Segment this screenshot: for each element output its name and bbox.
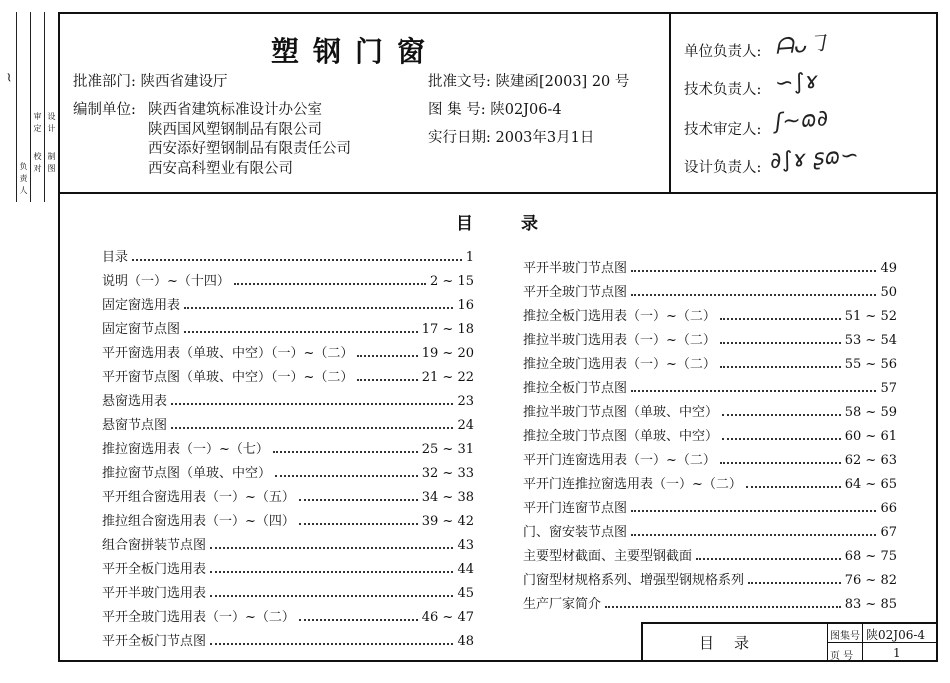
margin-label-a: 审 bbox=[33, 112, 42, 120]
toc-leader-dots bbox=[171, 427, 453, 429]
toc-entry-page: 39 ~ 42 bbox=[421, 514, 474, 529]
toc-leader-dots bbox=[631, 294, 876, 296]
toc-leader-dots bbox=[720, 366, 841, 368]
compiler-1: 陕西省建筑标准设计办公室 bbox=[148, 102, 322, 118]
toc-entry-label: 推拉组合窗选用表（一）~（四） bbox=[102, 514, 295, 529]
toc-entry bbox=[102, 504, 474, 528]
toc-leader-dots bbox=[357, 379, 417, 381]
margin-label-e: 设 bbox=[47, 112, 56, 120]
toc-leader-dots bbox=[696, 558, 841, 560]
toc-leader-dots bbox=[631, 270, 876, 272]
compiler-label: 编制单位: bbox=[73, 102, 136, 118]
toc-entry bbox=[102, 600, 474, 624]
tech-reviewer-label: 技术审定人: bbox=[684, 122, 762, 138]
margin-label-c: 校 bbox=[33, 152, 42, 160]
toc-entry-page: 25 ~ 31 bbox=[421, 442, 474, 457]
toc-entry bbox=[523, 323, 897, 347]
toc-entry-page: 51 ~ 52 bbox=[844, 309, 897, 324]
effective-label: 实行日期: bbox=[428, 130, 491, 146]
toc-entry-label: 平开全板门节点图 bbox=[102, 634, 207, 649]
margin-label-h: 图 bbox=[47, 164, 56, 172]
toc-entry-label: 固定窗节点图 bbox=[102, 322, 181, 337]
header-divider bbox=[669, 12, 671, 194]
toc-entry-page: 23 bbox=[457, 394, 474, 409]
atlas-no-label: 图集号 bbox=[830, 631, 860, 642]
toc-entry bbox=[102, 384, 474, 408]
toc-leader-dots bbox=[184, 331, 418, 333]
page-no-value: 1 bbox=[893, 646, 901, 660]
toc-entry bbox=[102, 576, 474, 600]
toc-entry-label: 推拉半玻门选用表（一）~（二） bbox=[523, 333, 716, 348]
approval-dept-row bbox=[73, 73, 228, 93]
toc-leader-dots bbox=[210, 643, 453, 645]
toc-entry bbox=[102, 480, 474, 504]
toc-entry-page: 66 bbox=[880, 501, 897, 516]
toc-entry bbox=[523, 467, 897, 491]
toc-entry-label: 推拉全板门选用表（一）~（二） bbox=[523, 309, 716, 324]
toc-leader-dots bbox=[748, 582, 841, 584]
title-block-label: 目录 bbox=[698, 633, 769, 652]
toc-entry-label: 悬窗选用表 bbox=[102, 394, 168, 409]
margin-label-j: 责 bbox=[19, 174, 28, 182]
toc-entry-page: 68 ~ 75 bbox=[844, 549, 897, 564]
toc-leader-dots bbox=[184, 307, 453, 309]
title-block-divider-2 bbox=[862, 622, 863, 662]
toc-leader-dots bbox=[275, 475, 418, 477]
compiler-list bbox=[148, 101, 351, 179]
design-head-label: 设计负责人: bbox=[684, 160, 762, 176]
margin-label-k: 人 bbox=[19, 186, 28, 194]
toc-entry-page: 21 ~ 22 bbox=[421, 370, 474, 385]
toc-leader-dots bbox=[132, 259, 462, 261]
toc-leader-dots bbox=[234, 283, 426, 285]
approval-doc-row bbox=[428, 73, 629, 93]
page-title: 塑钢门窗 bbox=[270, 35, 439, 68]
toc-entry-label: 门、窗安装节点图 bbox=[523, 525, 628, 540]
toc-entry-label: 组合窗拼装节点图 bbox=[102, 538, 207, 553]
toc-entry bbox=[102, 408, 474, 432]
toc-entry bbox=[102, 432, 474, 456]
toc-entry bbox=[102, 264, 474, 288]
toc-entry-page: 83 ~ 85 bbox=[844, 597, 897, 612]
toc-leader-dots bbox=[299, 619, 418, 621]
toc-entry-page: 53 ~ 54 bbox=[844, 333, 897, 348]
toc-entry-page: 46 ~ 47 bbox=[421, 610, 474, 625]
toc-leader-dots bbox=[171, 403, 453, 405]
toc-entry-page: 57 bbox=[880, 381, 897, 396]
toc-entry-page: 24 bbox=[457, 418, 474, 433]
toc-leader-dots bbox=[720, 318, 841, 320]
effective-value: 2003年3月1日 bbox=[495, 130, 595, 146]
approval-dept-value: 陕西省建设厅 bbox=[140, 74, 228, 90]
toc-leader-dots bbox=[299, 523, 418, 525]
toc-leader-dots bbox=[631, 390, 876, 392]
toc-leader-dots bbox=[299, 499, 418, 501]
toc-entry-page: 58 ~ 59 bbox=[844, 405, 897, 420]
toc-entry-page: 19 ~ 20 bbox=[421, 346, 474, 361]
toc-entry bbox=[102, 360, 474, 384]
toc-leader-dots bbox=[605, 606, 841, 608]
atlas-value: 陕02J06-4 bbox=[490, 102, 562, 118]
margin-label-f: 计 bbox=[47, 124, 56, 132]
toc-entry-label: 推拉窗节点图（单玻、中空） bbox=[102, 466, 272, 481]
toc-entry-label: 平开半玻门选用表 bbox=[102, 586, 207, 601]
toc-entry-label: 生产厂家简介 bbox=[523, 597, 602, 612]
toc-leader-dots bbox=[210, 595, 453, 597]
toc-entry-label: 说明（一）~（十四） bbox=[102, 274, 230, 289]
toc-entry-label: 平开门连窗选用表（一）~（二） bbox=[523, 453, 716, 468]
toc-entry bbox=[523, 539, 897, 563]
atlas-no-value: 陕02J06-4 bbox=[866, 628, 926, 642]
toc-entry bbox=[523, 275, 897, 299]
unit-head-signature: ᗩᴗ㇆ bbox=[774, 31, 830, 60]
toc-leader-dots bbox=[273, 451, 418, 453]
toc-entry-label: 推拉窗选用表（一）~（七） bbox=[102, 442, 269, 457]
design-head-signature: ∂∫ɤ ʂɷ∽ bbox=[769, 142, 860, 175]
toc-entry bbox=[102, 528, 474, 552]
toc-entry-label: 平开窗节点图（单玻、中空）（一）~（二） bbox=[102, 370, 354, 385]
toc-leader-dots bbox=[722, 438, 841, 440]
compiler-2: 陕西国风塑钢制品有限公司 bbox=[148, 121, 322, 138]
toc-entry-page: 2 ~ 15 bbox=[430, 274, 474, 289]
toc-entry bbox=[102, 312, 474, 336]
toc-entry-page: 67 bbox=[880, 525, 897, 540]
toc-entry bbox=[523, 563, 897, 587]
toc-entry bbox=[523, 251, 897, 275]
toc-entry-label: 平开门连推拉窗选用表（一）~（二） bbox=[523, 477, 742, 492]
toc-entry-label: 平开全板门选用表 bbox=[102, 562, 207, 577]
toc-entry-page: 50 bbox=[880, 285, 897, 300]
approval-doc-label: 批准文号: bbox=[428, 74, 491, 90]
toc-entry-page: 34 ~ 38 bbox=[421, 490, 474, 505]
toc-entry bbox=[523, 419, 897, 443]
toc-entry-page: 62 ~ 63 bbox=[844, 453, 897, 468]
toc-entry-label: 推拉半玻门节点图（单玻、中空） bbox=[523, 405, 719, 420]
toc-entry-label: 推拉全玻门节点图（单玻、中空） bbox=[523, 429, 719, 444]
margin-label-i: 负 bbox=[19, 162, 28, 170]
toc-entry-page: 1 bbox=[465, 250, 474, 265]
toc-entry-page: 44 bbox=[457, 562, 474, 577]
toc-entry-label: 平开半玻门节点图 bbox=[523, 261, 628, 276]
toc-entry bbox=[523, 299, 897, 323]
compiler-3: 西安添好塑钢制品有限责任公司 bbox=[148, 141, 351, 158]
toc-left-column bbox=[102, 240, 474, 648]
toc-entry bbox=[102, 624, 474, 648]
toc-entry-label: 推拉全玻门选用表（一）~（二） bbox=[523, 357, 716, 372]
toc-entry-page: 64 ~ 65 bbox=[844, 477, 897, 492]
toc-entry-page: 55 ~ 56 bbox=[844, 357, 897, 372]
approval-dept-label: 批准部门: bbox=[73, 74, 136, 90]
toc-entry bbox=[523, 395, 897, 419]
toc-entry-label: 平开全玻门选用表（一）~（二） bbox=[102, 610, 295, 625]
toc-leader-dots bbox=[746, 486, 841, 488]
atlas-row bbox=[428, 101, 562, 121]
toc-leader-dots bbox=[722, 414, 841, 416]
toc-entry-label: 悬窗节点图 bbox=[102, 418, 168, 433]
toc-right-column bbox=[523, 251, 897, 611]
margin-label-d: 对 bbox=[33, 164, 42, 172]
toc-entry bbox=[102, 240, 474, 264]
effective-row bbox=[428, 129, 594, 149]
toc-entry-label: 门窗型材规格系列、增强型钢规格系列 bbox=[523, 573, 745, 588]
toc-entry bbox=[523, 515, 897, 539]
toc-entry bbox=[102, 456, 474, 480]
approval-doc-value: 陕建函[2003] 20 号 bbox=[495, 74, 630, 90]
toc-entry-page: 45 bbox=[457, 586, 474, 601]
toc-entry-label: 平开组合窗选用表（一）~（五） bbox=[102, 490, 295, 505]
toc-entry-label: 目录 bbox=[102, 250, 129, 265]
toc-title-b: 录 bbox=[521, 214, 544, 234]
margin-signature: ~ bbox=[0, 71, 17, 84]
toc-title bbox=[456, 209, 544, 234]
toc-entry bbox=[523, 491, 897, 515]
toc-entry bbox=[102, 288, 474, 312]
toc-entry-page: 48 bbox=[457, 634, 474, 649]
compiler-4: 西安高科塑业有限公司 bbox=[148, 160, 293, 177]
toc-entry-page: 49 bbox=[880, 261, 897, 276]
margin-label-b: 定 bbox=[33, 124, 42, 132]
toc-entry-label: 固定窗选用表 bbox=[102, 298, 181, 313]
toc-title-a: 目 bbox=[456, 214, 479, 234]
toc-entry-label: 平开全玻门节点图 bbox=[523, 285, 628, 300]
toc-leader-dots bbox=[210, 547, 453, 549]
toc-entry-label: 推拉全板门节点图 bbox=[523, 381, 628, 396]
toc-entry bbox=[102, 336, 474, 360]
toc-entry-page: 76 ~ 82 bbox=[844, 573, 897, 588]
toc-entry bbox=[523, 371, 897, 395]
tech-head-label: 技术负责人: bbox=[684, 82, 762, 98]
toc-entry-page: 32 ~ 33 bbox=[421, 466, 474, 481]
toc-entry bbox=[523, 347, 897, 371]
toc-leader-dots bbox=[210, 571, 453, 573]
toc-entry bbox=[523, 443, 897, 467]
margin-label-g: 制 bbox=[47, 152, 56, 160]
tech-head-signature: ∽∫ɤ bbox=[774, 68, 819, 97]
toc-entry bbox=[523, 587, 897, 611]
toc-entry bbox=[102, 552, 474, 576]
toc-leader-dots bbox=[631, 510, 876, 512]
toc-leader-dots bbox=[720, 342, 841, 344]
toc-entry-page: 16 bbox=[457, 298, 474, 313]
atlas-label: 图 集 号: bbox=[428, 102, 486, 118]
left-margin-strip bbox=[0, 12, 58, 202]
toc-leader-dots bbox=[631, 534, 876, 536]
toc-entry-page: 43 bbox=[457, 538, 474, 553]
toc-entry-label: 平开门连窗节点图 bbox=[523, 501, 628, 516]
unit-head-label: 单位负责人: bbox=[684, 44, 762, 60]
toc-leader-dots bbox=[357, 355, 417, 357]
toc-leader-dots bbox=[720, 462, 841, 464]
toc-entry-label: 平开窗选用表（单玻、中空）（一）~（二） bbox=[102, 346, 354, 361]
toc-entry-label: 主要型材截面、主要型钢截面 bbox=[523, 549, 693, 564]
page-no-label: 页 号 bbox=[830, 651, 854, 662]
tech-reviewer-signature: ʃ~ɷ∂ bbox=[774, 106, 830, 135]
toc-entry-page: 60 ~ 61 bbox=[844, 429, 897, 444]
toc-entry-page: 17 ~ 18 bbox=[421, 322, 474, 337]
